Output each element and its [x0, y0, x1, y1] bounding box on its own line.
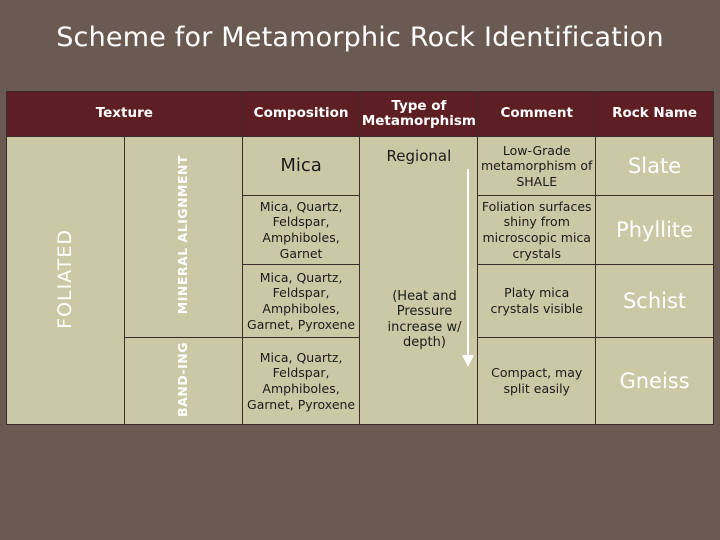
- composition-cell-slate: Mica: [242, 137, 360, 196]
- comment-cell-slate: Low-Grade metamorphism of SHALE: [478, 137, 596, 196]
- comment-cell-schist: Platy mica crystals visible: [478, 265, 596, 338]
- metamorphism-type-label: Regional: [386, 146, 452, 165]
- texture-foliated-cell: [7, 137, 125, 425]
- texture-foliated-label: FOLIATED: [54, 228, 77, 329]
- table-header: [7, 92, 714, 137]
- rock-name-cell-phyllite: Phyllite: [596, 196, 714, 265]
- composition-cell-gneiss: Mica, Quartz, Feldspar, Amphiboles, Garnet, Pyroxene: [242, 338, 360, 425]
- rock-name-cell-schist: Schist: [596, 265, 714, 338]
- metamorphic-rock-table: [6, 91, 714, 425]
- rock-name-cell-gneiss: Gneiss: [596, 338, 714, 425]
- column-header-texture: Texture: [7, 92, 243, 137]
- subtexture-banding-cell: [124, 338, 242, 425]
- metamorphism-note: (Heat and Pressure increase w/ depth): [387, 288, 462, 351]
- rock-name-cell-slate: Slate: [596, 137, 714, 196]
- column-header-type-of-metamorphism: Type of Metamorphism: [360, 92, 478, 137]
- column-header-comment: Comment: [478, 92, 596, 137]
- type-of-metamorphism-inner: [360, 139, 477, 423]
- subtexture-banding-label: BAND-ING: [175, 341, 191, 417]
- type-of-metamorphism-cell: [360, 137, 478, 425]
- page-title: Scheme for Metamorphic Rock Identification: [56, 22, 664, 53]
- table-row: [7, 137, 714, 196]
- table-header-row: [7, 92, 714, 137]
- comment-cell-phyllite: Foliation surfaces shiny from microscopic mica crystals: [478, 196, 596, 265]
- subtexture-mineral-alignment-label: MINERAL ALIGNMENT: [175, 155, 191, 315]
- composition-cell-phyllite: Mica, Quartz, Feldspar, Amphiboles, Garnet: [242, 196, 360, 265]
- subtexture-mineral-alignment-cell: [124, 137, 242, 338]
- column-header-composition: Composition: [242, 92, 360, 137]
- comment-cell-gneiss: Compact, may split easily: [478, 338, 596, 425]
- metamorphic-rock-table-wrapper: [6, 91, 714, 425]
- composition-cell-schist: Mica, Quartz, Feldspar, Amphiboles, Garnet, Pyroxene: [242, 265, 360, 338]
- table-body: [7, 137, 714, 425]
- column-header-rock-name: Rock Name: [596, 92, 714, 137]
